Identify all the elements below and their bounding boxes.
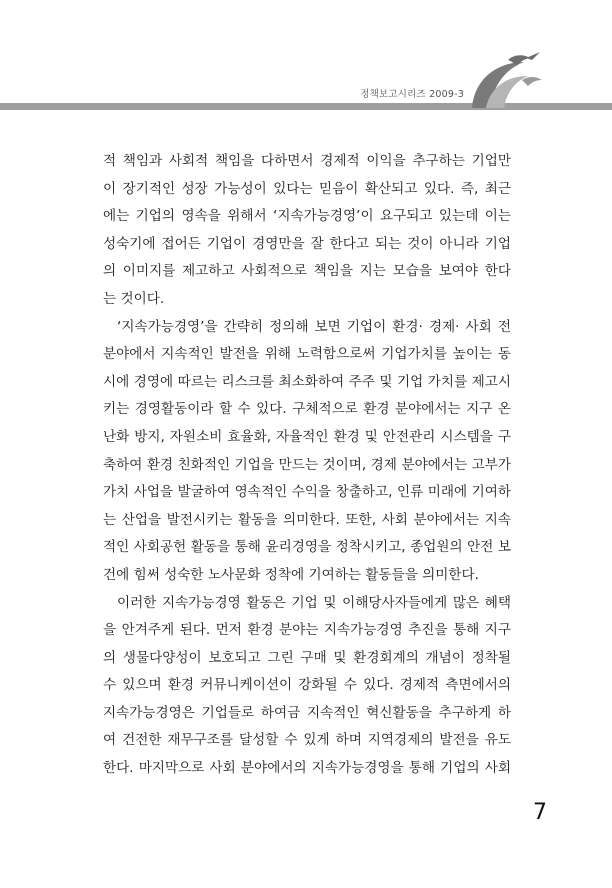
text-line: 건에 힘써 성숙한 노사문화 정착에 기여하는 활동들을 의미한다.	[103, 566, 479, 583]
text-line: 한다. 마지막으로 사회 분야에서의 지속가능경영을 통해 기업의 사회	[103, 760, 511, 777]
text-line: 의 생물다양성이 보호되고 그린 구매 및 환경회계의 개념이 정착될	[103, 649, 511, 666]
text-line: 여 건전한 재무구조를 달성할 수 있게 하며 지역경제의 발전을 유도	[103, 732, 511, 749]
text-line: 가치 사업을 발굴하여 영속적인 수익을 창출하고, 인류 미래에 기여하	[103, 484, 511, 501]
text-line: ‘지속가능경영’을 간략히 정의해 보면 기업이 환경· 경제· 사회 전	[117, 318, 511, 335]
text-line: 성숙기에 접어든 기업이 경영만을 잘 한다고 되는 것이 아니라 기업	[103, 235, 511, 252]
text-line: 이러한 지속가능경영 활동은 기업 및 이해당사자들에게 많은 혜택	[117, 594, 511, 611]
text-line: 는 산업을 발전시키는 활동을 의미한다. 또한, 사회 분야에서는 지속	[103, 511, 511, 528]
text-line: 이 장기적인 성장 가능성이 있다는 믿음이 확산되고 있다. 즉, 최근	[103, 180, 511, 197]
text-line: 수 있으며 환경 커뮤니케이션이 강화될 수 있다. 경제적 측면에서의	[103, 677, 511, 694]
text-line: 축하여 환경 친화적인 기업을 만드는 것이며, 경제 분야에서는 고부가	[103, 456, 511, 473]
text-line: 분야에서 지속적인 발전을 위해 노력함으로써 기업가치를 높이는 동	[103, 346, 511, 363]
text-line: 난화 방지, 자원소비 효율화, 자율적인 환경 및 안전관리 시스템을 구	[103, 428, 511, 445]
page-header	[0, 0, 612, 110]
bird-swoosh-logo-icon	[466, 50, 546, 110]
page-number: 7	[533, 800, 547, 825]
body-text	[103, 148, 511, 783]
text-line: 에는 기업의 영속을 위해서 ‘지속가능경영’이 요구되고 있는데 이는	[103, 208, 511, 225]
text-line: 시에 경영에 따르는 리스크를 최소화하여 주주 및 기업 가치를 제고시	[103, 373, 511, 390]
text-line: 지속가능경영은 기업들로 하여금 지속적인 혁신활동을 추구하게 하	[103, 704, 511, 721]
text-line: 적 책임과 사회적 책임을 다하면서 경제적 이익을 추구하는 기업만	[103, 153, 511, 169]
series-label: 정책보고시리즈 2009-3	[360, 89, 464, 100]
text-line: 는 것이다.	[103, 290, 165, 307]
text-line: 의 이미지를 제고하고 사회적으로 책임을 지는 모습을 보여야 한다	[103, 263, 511, 280]
text-line: 키는 경영활동이라 할 수 있다. 구체적으로 환경 분야에서는 지구 온	[103, 401, 511, 418]
text-line: 을 안겨주게 된다. 먼저 환경 분야는 지속가능경영 추진을 통해 지구	[103, 622, 511, 639]
text-line: 적인 사회공헌 활동을 통해 윤리경영을 정착시키고, 종업원의 안전 보	[103, 539, 511, 556]
